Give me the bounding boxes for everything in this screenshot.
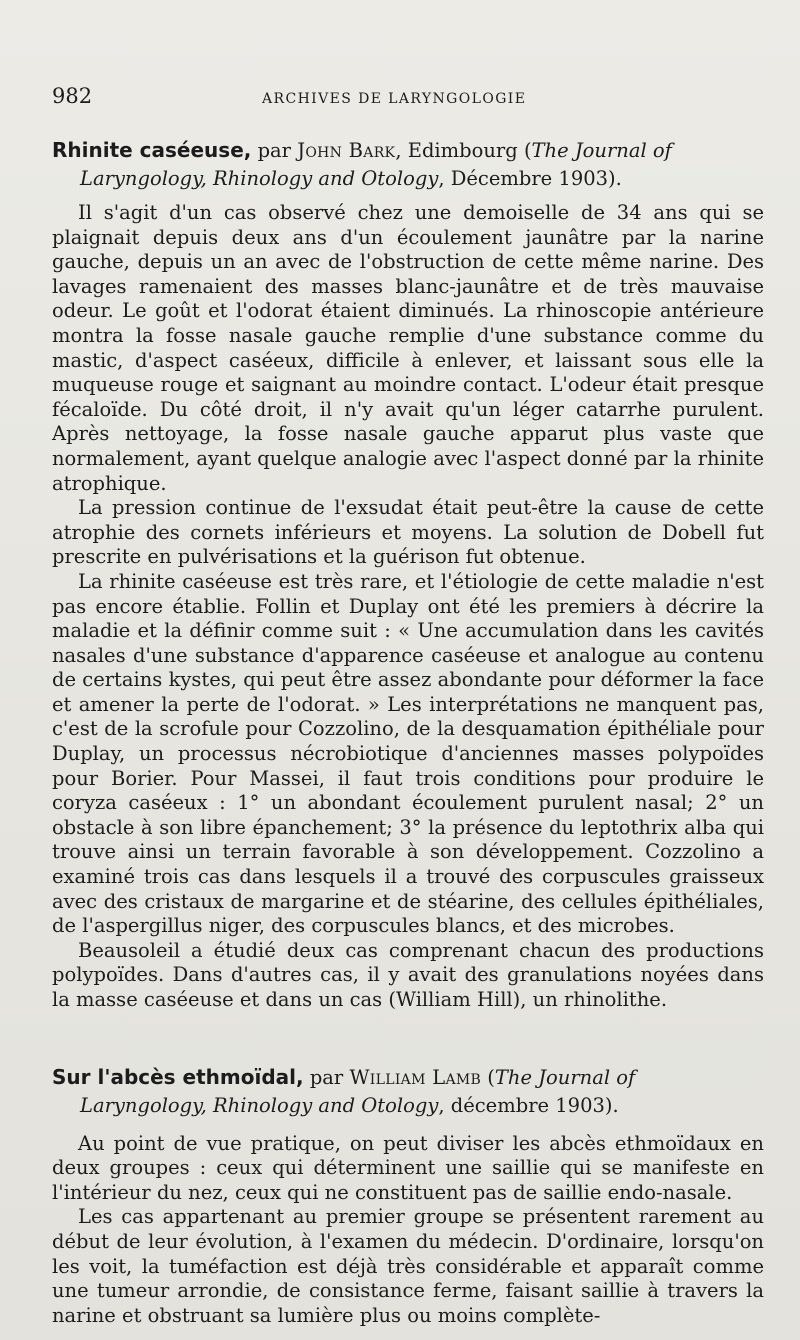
- paragraph: La pression continue de l'exsudat était peut-être la cause de cette atrophie des cornets inférieurs et moyens. La solution de Dobell fut prescrite en pulvérisations et la guérison fut obtenue.: [52, 496, 764, 569]
- article-journal: The Journal of Laryngology, Rhinology and Otology: [80, 1065, 636, 1117]
- article-body-abces: [52, 1132, 764, 1329]
- article-place: (: [481, 1065, 495, 1089]
- paragraph: Les cas appartenant au premier groupe se présentent rarement au début de leur évolution, à l'examen du médecin. D'ordinaire, lorsqu'on les voit, la tuméfaction est déjà très considérable et apparaît comme une tumeur arrondie, de consistance ferme, faisant saillie à travers la narine et obstruant sa lumière plus ou moins complète-: [52, 1205, 764, 1327]
- paragraph: Beausoleil a étudié deux cas comprenant chacun des productions polypoïdes. Dans d'autres cas, il y avait des granulations noyées dans la masse caséeuse et dans un cas (William Hill), un rhinolithe.: [52, 938, 764, 1011]
- article-heading-abces: [52, 1063, 764, 1120]
- page-header: [52, 84, 764, 124]
- paragraph: Au point de vue pratique, on peut diviser les abcès ethmoïdaux en deux groupes : ceux qui déterminent une saillie qui se manifeste en l'intérieur du nez, ceux qui ne constituent pas de saillie endo-nasale.: [52, 1131, 764, 1204]
- paragraph: La rhinite caséeuse est très rare, et l'étiologie de cette maladie n'est pas encore établie. Follin et Duplay ont été les premiers à décrire la maladie et la définir comme suit : « Une accumulation dans les cavités nasales d'une substance d'apparence caséeuse et analogue au contenu de certains kystes, qui peut être assez abondante pour déformer la face et amener la perte de l'odorat. » Les interprétations ne manquent pas, c'est de la scrofule pour Cozzolino, de la desquamation épithéliale pour Duplay, un processus nécrobiotique d'anciennes masses polypoïdes pour Borier. Pour Massei, il faut trois conditions pour produire le coryza caséeux : 1° un abondant écoulement purulent nasal; 2° un obstacle à son libre épanchement; 3° la présence du leptothrix alba qui trouve ainsi un terrain favorable à son développement. Cozzolino a examiné trois cas dans lesquels il a trouvé des corpuscules graisseux avec des cristaux de margarine et de stéarine, des cellules épithéliales, de l'aspergillus niger, des corpuscules blancs, et des microbes.: [52, 569, 764, 938]
- article-by: par: [309, 1065, 344, 1089]
- article-journal: The Journal of Laryngology, Rhinology and Otology: [80, 139, 672, 190]
- article-date: , Décembre 1903).: [438, 167, 622, 190]
- article-author: John Bark: [297, 139, 396, 162]
- article-by: par: [257, 139, 292, 162]
- page-number: 982: [52, 84, 93, 108]
- running-head: ARCHIVES DE LARYNGOLOGIE: [262, 91, 527, 107]
- article-author: William Lamb: [349, 1065, 482, 1089]
- article-title: Sur l'abcès ethmoïdal,: [52, 1064, 304, 1089]
- article-place: , Edimbourg (: [395, 139, 532, 162]
- article-body-rhinite: [52, 201, 764, 1013]
- article-title: Rhinite caséeuse,: [52, 138, 252, 162]
- article-date: , décembre 1903).: [438, 1093, 619, 1117]
- paragraph: Il s'agit d'un cas observé chez une demoiselle de 34 ans qui se plaignait depuis deux ans d'un écoulement jaunâtre par la narine gauche, depuis un an avec de l'obstruction de cette même narine. Des lavages ramenaient des masses blanc-jaunâtre et de très mauvaise odeur. Le goût et l'odorat étaient diminués. La rhinoscopie antérieure montra la fosse nasale gauche remplie d'une substance comme du mastic, d'aspect caséeux, difficile à enlever, et laissant sous elle la muqueuse rouge et saignant au moindre contact. L'odeur était presque fécaloïde. Du côté droit, il n'y avait qu'un léger catarrhe purulent. Après nettoyage, la fosse nasale gauche apparut plus vaste que normalement, ayant quelque analogie avec l'aspect donné par la rhinite atrophique.: [52, 201, 764, 495]
- article-heading-rhinite: [52, 136, 764, 193]
